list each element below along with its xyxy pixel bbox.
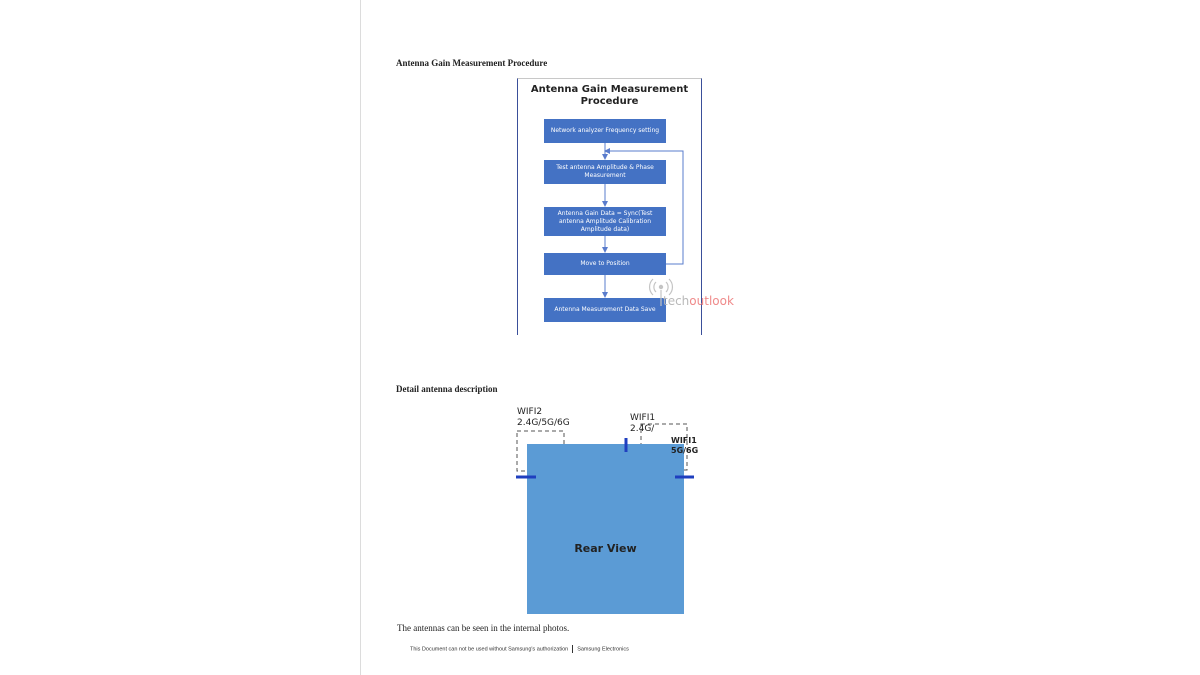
- page-left-edge: [360, 0, 361, 675]
- wifi1b-label: [671, 436, 698, 456]
- flowchart-title: Antenna Gain Measurement Procedure: [530, 84, 689, 107]
- footer-left: This Document can not be used without Samsung's authorization: [410, 646, 569, 653]
- watermark-main: tech: [663, 294, 690, 308]
- watermark-accent: outlook: [689, 294, 734, 308]
- wifi1b-name: WIFI1: [671, 436, 697, 445]
- page-footer: [410, 645, 629, 653]
- flow-step-2: Test antenna Amplitude & Phase Measurement: [544, 160, 666, 184]
- rear-view-label: Rear View: [574, 542, 637, 555]
- wifi1-label: [630, 413, 655, 435]
- footer-right: Samsung Electronics: [577, 646, 629, 653]
- watermark-text: [663, 294, 734, 308]
- flow-step-3: Antenna Gain Data = Sync(Test antenna Amplitude Calibration Amplitude data): [544, 207, 666, 236]
- wifi2-label: [517, 407, 570, 429]
- wifi1-name: WIFI1: [630, 413, 656, 423]
- flow-step-1: Network analyzer Frequency setting: [544, 119, 666, 143]
- wifi2-bands: 2.4G/5G/6G: [517, 418, 570, 428]
- rear-view-panel: [527, 444, 684, 614]
- wifi2-name: WIFI2: [517, 407, 543, 417]
- caption: The antennas can be seen in the internal photos.: [397, 623, 570, 633]
- flow-step-4: Move to Position: [544, 253, 666, 275]
- flow-step-5: Antenna Measurement Data Save: [544, 298, 666, 322]
- section-heading-procedure: Antenna Gain Measurement Procedure: [396, 58, 548, 68]
- wifi1b-bands: 5G/6G: [671, 446, 699, 455]
- footer-separator: [572, 645, 573, 653]
- wifi1-bands: 2.4G/: [630, 424, 655, 434]
- section-heading-antenna: Detail antenna description: [396, 384, 498, 394]
